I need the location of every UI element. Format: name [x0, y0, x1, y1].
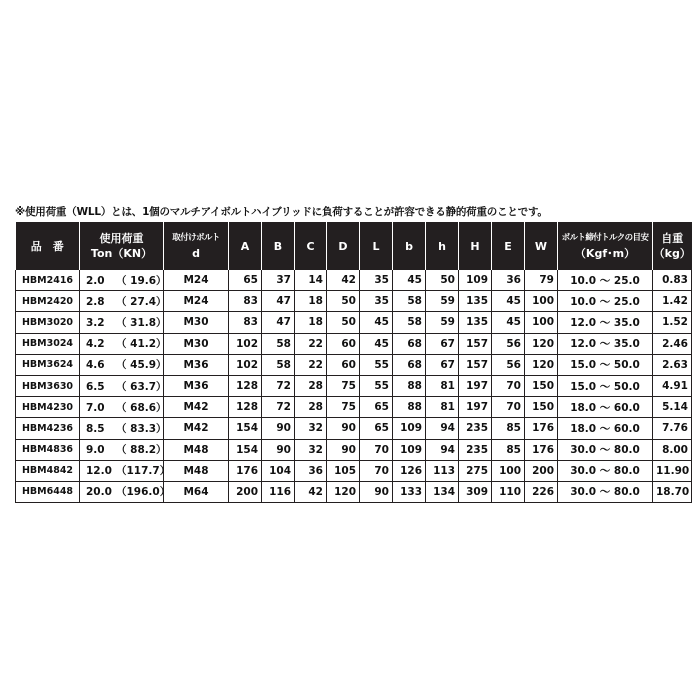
cell-model: HBM3024	[16, 333, 80, 354]
header-A: A	[229, 222, 262, 270]
cell-dim-H: 235	[459, 418, 492, 439]
cell-dim-E: 45	[492, 291, 525, 312]
cell-weight: 1.52	[653, 312, 692, 333]
cell-dim-D: 90	[327, 418, 360, 439]
cell-bolt: M48	[164, 439, 229, 460]
cell-dim-b: 88	[393, 375, 426, 396]
cell-dim-C: 36	[295, 460, 327, 481]
cell-dim-L: 45	[360, 312, 393, 333]
cell-load-ton: 3.2	[86, 316, 105, 329]
table-row	[16, 397, 692, 418]
cell-dim-h: 81	[426, 397, 459, 418]
cell-torque: 30.0 ～ 80.0	[558, 481, 653, 502]
table-row	[16, 291, 692, 312]
cell-dim-B: 116	[262, 481, 295, 502]
cell-load-kn: （ 27.4）	[116, 295, 167, 308]
cell-bolt: M30	[164, 333, 229, 354]
cell-dim-h: 113	[426, 460, 459, 481]
table-row	[16, 481, 692, 502]
table-row	[16, 354, 692, 375]
table-row	[16, 270, 692, 291]
cell-dim-b: 68	[393, 333, 426, 354]
cell-torque: 15.0 ～ 50.0	[558, 375, 653, 396]
cell-dim-b: 88	[393, 397, 426, 418]
cell-load-ton: 2.0	[86, 274, 105, 287]
cell-dim-W: 176	[525, 418, 558, 439]
cell-dim-E: 85	[492, 439, 525, 460]
cell-weight: 7.76	[653, 418, 692, 439]
cell-dim-D: 120	[327, 481, 360, 502]
header-torque-title: ボルト締付トルクの目安	[561, 233, 649, 243]
cell-load-kn: （ 88.2）	[116, 444, 167, 457]
cell-dim-H: 157	[459, 354, 492, 375]
cell-dim-E: 56	[492, 354, 525, 375]
cell-dim-E: 45	[492, 312, 525, 333]
table-row	[16, 312, 692, 333]
cell-dim-b: 45	[393, 270, 426, 291]
cell-dim-b: 126	[393, 460, 426, 481]
cell-torque: 18.0 ～ 60.0	[558, 418, 653, 439]
table-row	[16, 460, 692, 481]
cell-dim-b: 58	[393, 312, 426, 333]
table-row	[16, 418, 692, 439]
cell-dim-h: 59	[426, 291, 459, 312]
cell-dim-D: 60	[327, 333, 360, 354]
header-working-load-unit: Ton（KN）	[90, 247, 153, 260]
cell-dim-D: 60	[327, 354, 360, 375]
header-weight-unit: （kg）	[653, 247, 691, 260]
cell-model: HBM2420	[16, 291, 80, 312]
cell-dim-A: 83	[229, 312, 262, 333]
header-torque-unit: （Kgf･m）	[574, 247, 636, 260]
header-model: 品 番	[16, 222, 80, 270]
cell-working-load	[80, 439, 167, 460]
cell-load-ton: 20.0	[86, 486, 112, 499]
cell-dim-L: 90	[360, 481, 393, 502]
cell-dim-h: 59	[426, 312, 459, 333]
cell-dim-W: 200	[525, 460, 558, 481]
cell-bolt: M42	[164, 418, 229, 439]
header-B: B	[262, 222, 295, 270]
cell-torque: 15.0 ～ 50.0	[558, 354, 653, 375]
cell-dim-H: 157	[459, 333, 492, 354]
cell-dim-L: 55	[360, 354, 393, 375]
cell-load-ton: 9.0	[86, 444, 105, 457]
cell-dim-A: 65	[229, 270, 262, 291]
cell-dim-B: 58	[262, 333, 295, 354]
cell-working-load	[80, 481, 171, 502]
cell-load-ton: 7.0	[86, 401, 105, 414]
header-h: h	[426, 222, 459, 270]
cell-bolt: M42	[164, 397, 229, 418]
cell-dim-A: 102	[229, 354, 262, 375]
cell-dim-C: 32	[295, 418, 327, 439]
cell-weight: 4.91	[653, 375, 692, 396]
table-row	[16, 375, 692, 396]
cell-load-kn: （ 31.8）	[116, 316, 167, 329]
cell-dim-W: 100	[525, 312, 558, 333]
cell-dim-A: 128	[229, 397, 262, 418]
cell-dim-h: 67	[426, 333, 459, 354]
cell-dim-W: 150	[525, 375, 558, 396]
header-bolt-title: 取付けボルト	[172, 233, 220, 243]
cell-dim-E: 100	[492, 460, 525, 481]
cell-dim-A: 128	[229, 375, 262, 396]
cell-dim-L: 70	[360, 460, 393, 481]
cell-working-load	[80, 397, 167, 418]
cell-weight: 1.42	[653, 291, 692, 312]
header-working-load-title: 使用荷重	[99, 232, 144, 245]
cell-dim-H: 135	[459, 312, 492, 333]
table-header-row	[16, 222, 692, 270]
cell-model: HBM2416	[16, 270, 80, 291]
cell-model: HBM3630	[16, 375, 80, 396]
cell-dim-H: 109	[459, 270, 492, 291]
specification-table	[15, 222, 692, 503]
cell-dim-A: 200	[229, 481, 262, 502]
cell-load-ton: 12.0	[86, 465, 112, 478]
cell-bolt: M30	[164, 312, 229, 333]
cell-working-load	[80, 375, 167, 396]
cell-weight: 11.90	[653, 460, 692, 481]
cell-dim-A: 83	[229, 291, 262, 312]
cell-dim-h: 81	[426, 375, 459, 396]
cell-dim-A: 154	[229, 439, 262, 460]
cell-dim-b: 68	[393, 354, 426, 375]
cell-dim-H: 197	[459, 375, 492, 396]
header-L: L	[360, 222, 393, 270]
cell-dim-L: 55	[360, 375, 393, 396]
table-body	[16, 270, 692, 503]
cell-load-ton: 8.5	[86, 422, 105, 435]
cell-dim-C: 22	[295, 354, 327, 375]
cell-dim-A: 102	[229, 333, 262, 354]
cell-dim-H: 235	[459, 439, 492, 460]
cell-weight: 2.46	[653, 333, 692, 354]
cell-dim-b: 109	[393, 439, 426, 460]
cell-dim-W: 79	[525, 270, 558, 291]
cell-dim-b: 58	[393, 291, 426, 312]
cell-dim-D: 42	[327, 270, 360, 291]
cell-dim-D: 50	[327, 291, 360, 312]
table-row	[16, 439, 692, 460]
cell-weight: 5.14	[653, 397, 692, 418]
cell-torque: 30.0 ～ 80.0	[558, 439, 653, 460]
cell-model: HBM4842	[16, 460, 80, 481]
cell-model: HBM6448	[16, 481, 80, 502]
cell-weight: 2.63	[653, 354, 692, 375]
table-row	[16, 333, 692, 354]
cell-dim-H: 309	[459, 481, 492, 502]
cell-dim-W: 120	[525, 354, 558, 375]
cell-load-kn: （196.0）	[116, 486, 171, 499]
cell-bolt: M24	[164, 291, 229, 312]
header-weight-title: 自重	[661, 232, 684, 245]
cell-load-kn: （ 41.2）	[116, 338, 167, 351]
cell-dim-h: 134	[426, 481, 459, 502]
cell-dim-h: 94	[426, 418, 459, 439]
header-weight	[653, 222, 692, 270]
cell-working-load	[80, 270, 167, 291]
cell-working-load	[80, 291, 167, 312]
cell-dim-W: 176	[525, 439, 558, 460]
cell-weight: 8.00	[653, 439, 692, 460]
cell-dim-W: 150	[525, 397, 558, 418]
cell-dim-A: 154	[229, 418, 262, 439]
cell-dim-C: 22	[295, 333, 327, 354]
wll-footnote: ※使用荷重（WLL）とは、1個のマルチアイボルトハイブリッドに負荷することが許容できる静的荷重のことです。	[15, 206, 548, 218]
cell-torque: 30.0 ～ 80.0	[558, 460, 653, 481]
cell-dim-W: 100	[525, 291, 558, 312]
cell-dim-D: 75	[327, 397, 360, 418]
cell-dim-b: 109	[393, 418, 426, 439]
cell-working-load	[80, 418, 167, 439]
cell-dim-H: 135	[459, 291, 492, 312]
header-torque	[558, 222, 653, 270]
cell-dim-L: 45	[360, 333, 393, 354]
cell-bolt: M36	[164, 375, 229, 396]
cell-load-kn: （117.7）	[116, 465, 171, 478]
cell-dim-E: 36	[492, 270, 525, 291]
cell-dim-C: 28	[295, 375, 327, 396]
cell-dim-B: 104	[262, 460, 295, 481]
cell-dim-W: 226	[525, 481, 558, 502]
cell-bolt: M36	[164, 354, 229, 375]
cell-dim-L: 70	[360, 439, 393, 460]
cell-dim-E: 70	[492, 375, 525, 396]
cell-torque: 10.0 ～ 25.0	[558, 270, 653, 291]
cell-torque: 10.0 ～ 25.0	[558, 291, 653, 312]
cell-model: HBM4230	[16, 397, 80, 418]
cell-dim-E: 56	[492, 333, 525, 354]
cell-model: HBM3020	[16, 312, 80, 333]
cell-dim-h: 50	[426, 270, 459, 291]
cell-dim-B: 37	[262, 270, 295, 291]
cell-bolt: M48	[164, 460, 229, 481]
cell-dim-B: 47	[262, 312, 295, 333]
cell-dim-C: 18	[295, 312, 327, 333]
cell-torque: 12.0 ～ 35.0	[558, 312, 653, 333]
cell-load-ton: 2.8	[86, 295, 105, 308]
cell-dim-C: 42	[295, 481, 327, 502]
cell-dim-h: 67	[426, 354, 459, 375]
cell-dim-L: 35	[360, 291, 393, 312]
header-D: D	[327, 222, 360, 270]
cell-load-ton: 4.6	[86, 359, 105, 372]
cell-load-kn: （ 45.9）	[116, 359, 167, 372]
cell-bolt: M24	[164, 270, 229, 291]
cell-dim-E: 70	[492, 397, 525, 418]
cell-load-kn: （ 83.3）	[116, 422, 167, 435]
cell-dim-D: 75	[327, 375, 360, 396]
cell-dim-D: 50	[327, 312, 360, 333]
cell-load-ton: 6.5	[86, 380, 105, 393]
cell-load-kn: （ 63.7）	[116, 380, 167, 393]
cell-model: HBM4236	[16, 418, 80, 439]
cell-working-load	[80, 333, 167, 354]
header-C: C	[295, 222, 327, 270]
cell-dim-D: 105	[327, 460, 360, 481]
cell-dim-L: 65	[360, 397, 393, 418]
cell-dim-h: 94	[426, 439, 459, 460]
cell-weight: 18.70	[653, 481, 692, 502]
header-E: E	[492, 222, 525, 270]
cell-dim-B: 58	[262, 354, 295, 375]
header-H: H	[459, 222, 492, 270]
cell-model: HBM3624	[16, 354, 80, 375]
cell-dim-B: 72	[262, 397, 295, 418]
cell-dim-B: 90	[262, 439, 295, 460]
header-working-load	[80, 222, 164, 270]
cell-dim-B: 72	[262, 375, 295, 396]
cell-load-kn: （ 19.6）	[116, 274, 167, 287]
cell-dim-L: 65	[360, 418, 393, 439]
cell-dim-A: 176	[229, 460, 262, 481]
cell-load-kn: （ 68.6）	[116, 401, 167, 414]
header-bolt-symbol: d	[192, 247, 200, 260]
cell-model: HBM4836	[16, 439, 80, 460]
cell-load-ton: 4.2	[86, 338, 105, 351]
cell-dim-W: 120	[525, 333, 558, 354]
cell-bolt: M64	[164, 481, 229, 502]
cell-dim-C: 14	[295, 270, 327, 291]
cell-dim-B: 90	[262, 418, 295, 439]
cell-working-load	[80, 460, 171, 481]
cell-dim-H: 197	[459, 397, 492, 418]
cell-dim-E: 110	[492, 481, 525, 502]
cell-dim-b: 133	[393, 481, 426, 502]
header-bolt	[164, 222, 229, 270]
header-b: b	[393, 222, 426, 270]
header-W: W	[525, 222, 558, 270]
cell-working-load	[80, 312, 167, 333]
cell-working-load	[80, 354, 167, 375]
cell-torque: 18.0 ～ 60.0	[558, 397, 653, 418]
cell-dim-B: 47	[262, 291, 295, 312]
cell-dim-C: 18	[295, 291, 327, 312]
cell-dim-E: 85	[492, 418, 525, 439]
cell-dim-C: 32	[295, 439, 327, 460]
cell-weight: 0.83	[653, 270, 692, 291]
cell-torque: 12.0 ～ 35.0	[558, 333, 653, 354]
cell-dim-D: 90	[327, 439, 360, 460]
cell-dim-C: 28	[295, 397, 327, 418]
cell-dim-L: 35	[360, 270, 393, 291]
cell-dim-H: 275	[459, 460, 492, 481]
